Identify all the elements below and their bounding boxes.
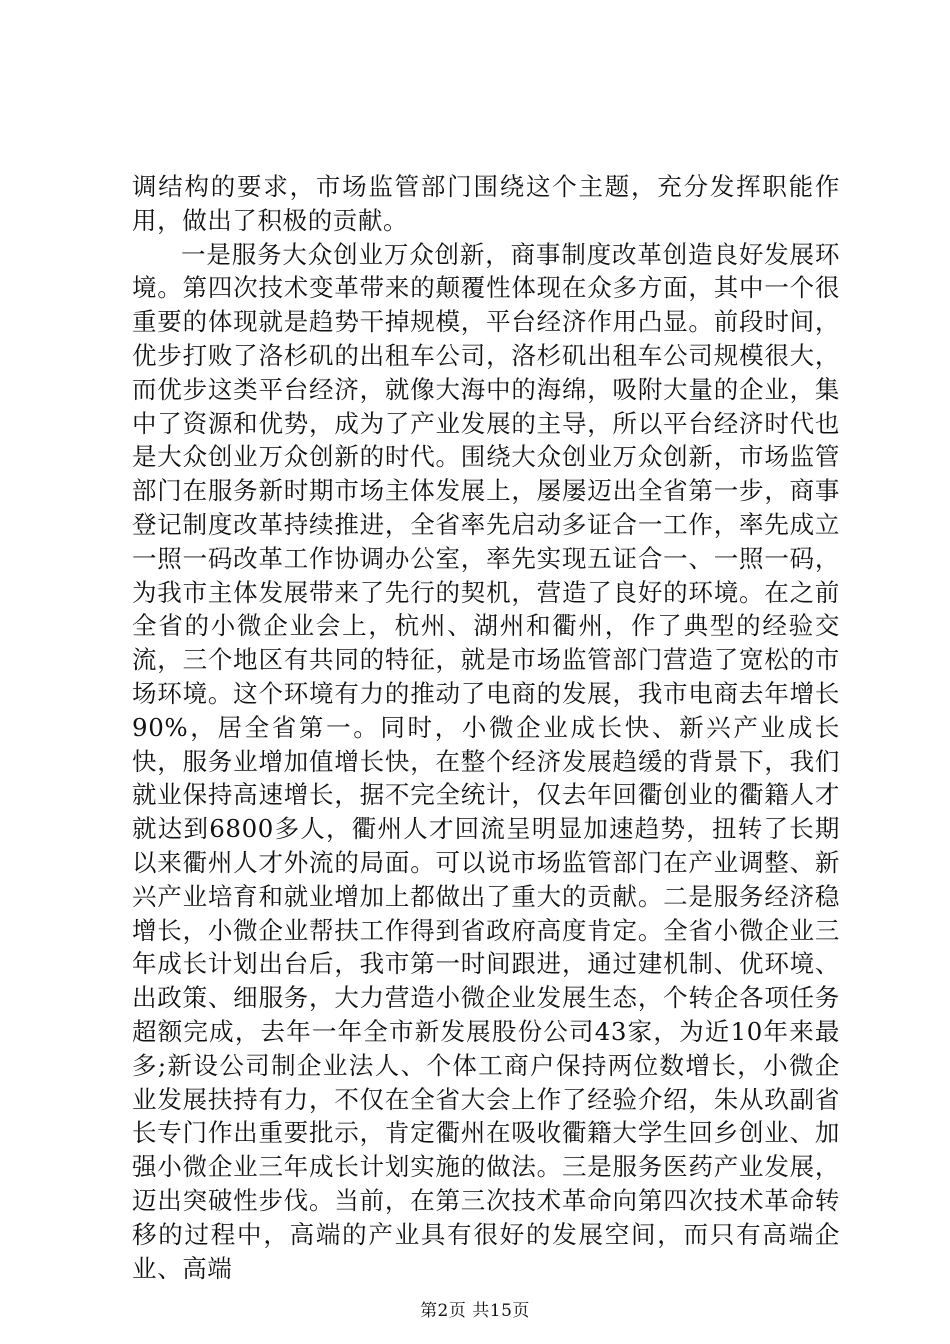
paragraph-continuation: 调结构的要求，市场监管部门围绕这个主题，充分发挥职能作用，做出了积极的贡献。 <box>132 172 840 235</box>
page-footer <box>0 1300 950 1322</box>
paragraph-main: 一是服务大众创业万众创新，商事制度改革创造良好发展环境。第四次技术变革带来的颠覆性体现在众多方面，其中一个很重要的体现就是趋势干掉规模，平台经济作用凸显。前段时间，优步打败了洛杉矶的出租车公司，洛杉矶出租车公司规模很大，而优步这类平台经济，就像大海中的海绵，吸附大量的企业，集中了资源和优势，成为了产业发展的主导，所以平台经济时代也是大众创业万众创新的时代。围绕大众创业万众创新，市场监管部门在服务新时期市场主体发展上，屡屡迈出全省第一步，商事登记制度改革持续推进，全省率先启动多证合一工作，率先成立一照一码改革工作协调办公室，率先实现五证合一、一照一码，为我市主体发展带来了先行的契机，营造了良好的环境。在之前全省的小微企业会上，杭州、湖州和衢州，作了典型的经验交流，三个地区有共同的特征，就是市场监管部门营造了宽松的市场环境。这个环境有力的推动了电商的发展，我市电商去年增长90%，居全省第一。同时，小微企业成长快、新兴产业成长快，服务业增加值增长快，在整个经济发展趋缓的背景下，我们就业保持高速增长，据不完全统计，仅去年回衢创业的衢籍人才就达到6800多人，衢州人才回流呈明显加速趋势，扭转了长期以来衢州人才外流的局面。可以说市场监管部门在产业调整、新兴产业培育和就业增加上都做出了重大的贡献。二是服务经济稳增长，小微企业帮扶工作得到省政府高度肯定。全省小微企业三年成长计划出台后，我市第一时间跟进，通过建机制、优环境、出政策、细服务，大力营造小微企业发展生态，个转企各项任务超额完成，去年一年全市新发展股份公司43家，为近10年来最多;新设公司制企业法人、个体工商户保持两位数增长，小微企业发展扶持有力，不仅在全省大会上作了经验介绍，朱从玖副省长专门作出重要批示，肯定衢州在吸收衢籍大学生回乡创业、加强小微企业三年成长计划实施的做法。三是服务医药产业发展，迈出突破性步伐。当前，在第三次技术革命向第四次技术革命转移的过程中，高端的产业具有很好的发展空间，而只有高端企业、高端 <box>132 239 840 1283</box>
page-number: 第2页 共15页 <box>420 1301 530 1321</box>
document-body <box>132 170 840 1285</box>
